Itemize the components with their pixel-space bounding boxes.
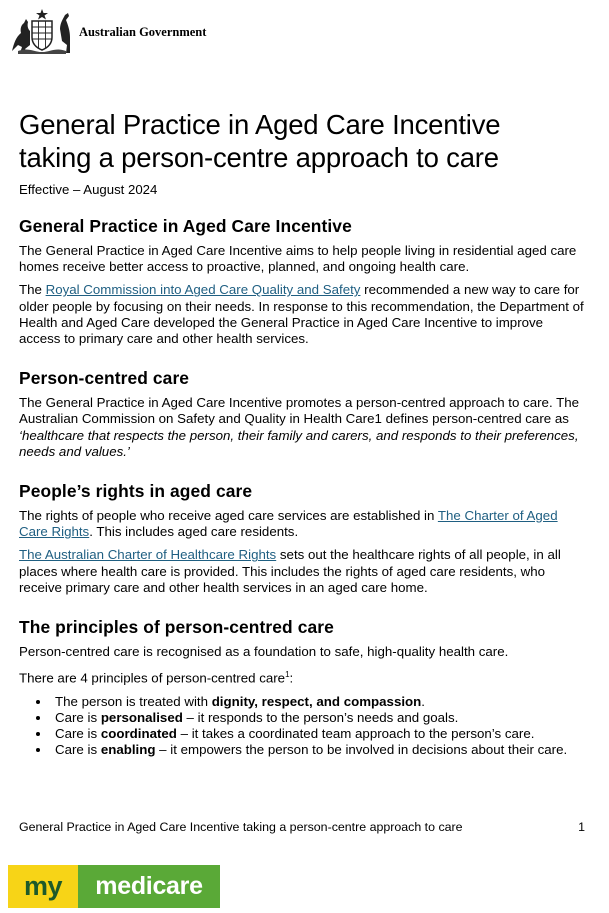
- heading-incentive: General Practice in Aged Care Incentive: [19, 216, 352, 236]
- text-segment: sets out the healthcare rights of all people, in all places where health care is provided. This includes the rights of aged care residents, who receive primary care and other health services in an aged care home.: [19, 547, 561, 595]
- text-segment: . This includes aged care residents.: [89, 524, 299, 540]
- charter-healthcare-rights-link[interactable]: The Australian Charter of Healthcare Rights: [19, 547, 277, 563]
- paragraph-charter-aged-care: [19, 508, 587, 540]
- paragraph-incentive-aim: The General Practice in Aged Care Incentive aims to help people living in residential aged care homes receive better access to proactive, planned, and ongoing health care.: [19, 243, 577, 275]
- coat-of-arms-icon: [8, 7, 76, 55]
- text-segment: – it responds to the person’s needs and goals.: [182, 710, 459, 726]
- principles-list: [19, 694, 587, 759]
- heading-principles: The principles of person-centred care: [19, 617, 334, 638]
- list-item: [51, 742, 587, 758]
- paragraph-foundation: Person-centred care is recognised as a foundation to safe, high-quality health care.: [19, 644, 509, 660]
- text-segment: The: [19, 282, 46, 298]
- paragraph-person-centred: [19, 395, 587, 460]
- footnote-ref: 1: [285, 670, 290, 680]
- document-title: [19, 108, 587, 174]
- charter-aged-care-rights-link[interactable]: The Charter of Aged Care Rights: [19, 508, 558, 540]
- emphasis: enabling: [100, 742, 156, 758]
- text-segment: :: [289, 670, 294, 686]
- text-segment: – it empowers the person to be involved in decisions about their care.: [155, 742, 568, 758]
- royal-commission-link[interactable]: Royal Commission into Aged Care Quality and Safety: [45, 282, 361, 298]
- text-segment: recommended a new way to care for older people by focusing on their needs. In response to this recommendation, the Department of Health and Aged Care developed the General Practice in Aged Care Incentive to improve access to primary care and other health services.: [19, 282, 584, 347]
- text-segment: The General Practice in Aged Care Incentive promotes a person-centred approach to care. The Australian Commission on Safety and Quality in Health Care1 defines person-centred care as: [19, 395, 580, 427]
- paragraph-royal-commission: [19, 282, 587, 347]
- text-segment: Care is: [55, 710, 101, 726]
- heading-person-centred-care: Person-centred care: [19, 368, 190, 389]
- logo-my: my: [8, 865, 78, 908]
- text-segment: .: [421, 693, 425, 709]
- emphasis: personalised: [100, 710, 183, 726]
- list-item: [51, 694, 587, 710]
- text-segment: There are 4 principles of person-centred care: [19, 670, 286, 686]
- footer-title: General Practice in Aged Care Incentive taking a person-centre approach to care: [19, 820, 463, 834]
- text-segment: Care is: [55, 742, 101, 758]
- gov-name: Australian Government: [79, 24, 207, 39]
- list-item: [51, 710, 587, 726]
- my-medicare-logo: [8, 865, 220, 908]
- emphasis: dignity, respect, and compassion: [211, 693, 422, 709]
- title-line-1: General Practice in Aged Care Incentive: [19, 109, 501, 140]
- gov-header: [8, 6, 206, 56]
- definition-quote: ‘healthcare that respects the person, their family and carers, and responds to their preferences, needs and values.’: [19, 427, 579, 459]
- page-number: 1: [578, 820, 585, 834]
- paragraph-four-principles: [19, 667, 587, 687]
- text-segment: – it takes a coordinated team approach to the person’s care.: [176, 726, 535, 742]
- text-segment: The rights of people who receive aged care services are established in: [19, 508, 438, 524]
- title-line-2: taking a person-centre approach to care: [19, 142, 499, 173]
- text-segment: The person is treated with: [55, 693, 212, 709]
- page-footer: [19, 820, 585, 834]
- text-segment: Care is: [55, 726, 101, 742]
- heading-rights: People’s rights in aged care: [19, 481, 253, 502]
- emphasis: coordinated: [100, 726, 177, 742]
- list-item: [51, 726, 587, 742]
- effective-date: Effective – August 2024: [19, 182, 158, 197]
- document-body: [19, 108, 587, 759]
- logo-medicare: medicare: [78, 865, 220, 908]
- paragraph-healthcare-rights: [19, 547, 587, 596]
